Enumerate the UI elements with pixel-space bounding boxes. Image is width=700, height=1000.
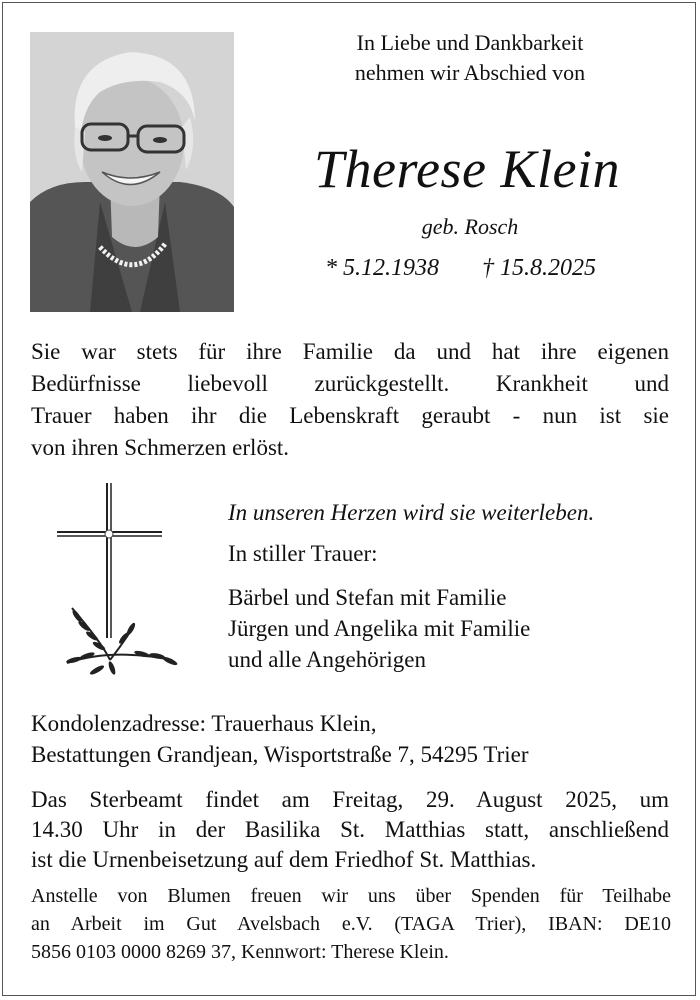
memory-line: In unseren Herzen wird sie weiterleben. (228, 500, 595, 525)
tribute-line: Sie war stets für ihre Familie da und hat ihre eigenen (31, 339, 669, 364)
mourner-entry: Bärbel und Stefan mit Familie (228, 585, 507, 610)
death-date: † 15.8.2025 (482, 255, 596, 281)
intro-line-2: nehmen wir Abschied von (354, 60, 586, 85)
portrait-photo (30, 32, 234, 312)
service-line: ist die Urnenbeisetzung auf dem Friedhof St. Matthias. (31, 847, 537, 872)
address-line-1: Kondolenzadresse: Trauerhaus Klein, (31, 711, 377, 736)
cross-with-branch-icon (52, 478, 192, 688)
mourner-entry: und alle Angehörigen (228, 647, 427, 672)
birth-date: * 5.12.1938 (325, 255, 439, 281)
tribute-line: Bedürfnisse liebevoll zurückgestellt. Krankheit und (31, 371, 669, 396)
birth-name: geb. Rosch (421, 214, 519, 239)
condolence-address (31, 708, 671, 770)
deceased-name: Therese Klein (314, 139, 620, 199)
donation-info (31, 882, 671, 966)
mourners-list (228, 582, 673, 675)
intro-line-1: In Liebe und Dankbarkeit (356, 30, 584, 55)
service-line: Das Sterbeamt findet am Freitag, 29. August 2025, um (31, 787, 669, 812)
tribute-line: von ihren Schmerzen erlöst. (31, 435, 290, 460)
mourner-entry: Jürgen und Angelika mit Familie (228, 616, 531, 641)
mourning-label: In stiller Trauer: (228, 541, 378, 566)
tribute-text (31, 336, 669, 464)
donation-line: 5856 0103 0000 8269 37, Kennwort: Therese Klein. (31, 941, 449, 963)
donation-line: an Arbeit im Gut Avelsbach e.V. (TAGA Trier), IBAN: DE10 (31, 913, 671, 935)
service-info (31, 785, 669, 875)
address-line-2: Bestattungen Grandjean, Wisportstraße 7, 54295 Trier (31, 742, 529, 767)
tribute-line: Trauer haben ihr die Lebenskraft geraubt - nun ist sie (31, 403, 669, 428)
service-line: 14.30 Uhr in der Basilika St. Matthias statt, anschließend (31, 817, 669, 842)
donation-line: Anstelle von Blumen freuen wir uns über Spenden für Teilhabe (31, 885, 671, 907)
